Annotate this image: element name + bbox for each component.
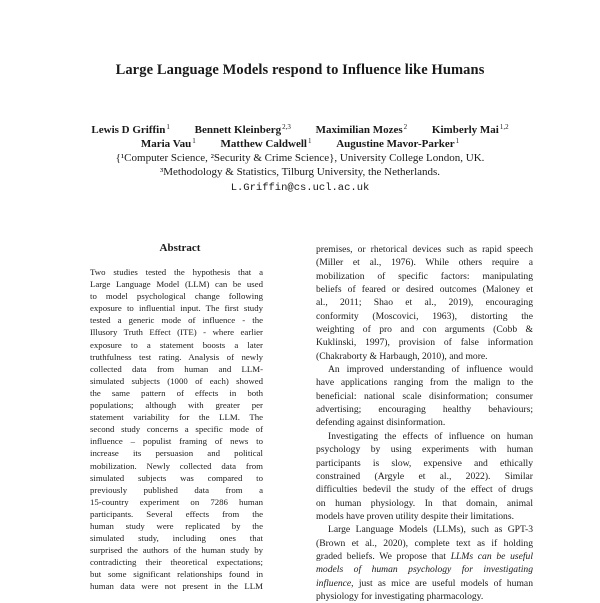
abstract-line: mobilization. Newly collected data from [90, 460, 263, 471]
abstract-line: exposure to a statement boosts a later [90, 339, 263, 350]
body-line: participants is slow, expensive and ethically [316, 457, 533, 469]
abstract-line: 15-country experiment on 7286 human [90, 496, 263, 507]
body-line: premises, or rhetorical devices such as rapid speech [316, 244, 533, 255]
body-line: advertising; encouraging healthy behaviours; [316, 404, 533, 416]
body-text-column [316, 243, 533, 603]
abstract-line: increase its persuasion and political [90, 448, 263, 459]
affiliation-1: {¹Computer Science, ²Security & Crime Science}, University College London, UK. [115, 152, 485, 164]
body-line: weighting of pro and con arguments (Cobb & [316, 324, 533, 336]
abstract-line: exposure to influential input. The first study [90, 303, 263, 314]
body-line: influence, just as mice are useful models of human [316, 577, 533, 589]
abstract-line: Large Language Model (LLM) can be used [90, 279, 263, 290]
author: Kimberly Mai$^{1,2}$ [431, 123, 509, 136]
body-line: Kuklinski, 1997), provision of false information [316, 337, 533, 349]
author-list-line-2 [0, 137, 600, 150]
paper-title: Large Language Models respond to Influence like Humans [115, 62, 485, 78]
author: Augustine Mavor-Parker$^1$ [336, 137, 460, 150]
body-line: al., 2011; Shao et al., 2019), encouraging [316, 297, 533, 309]
body-line: psychology by using experiments with human [316, 444, 533, 456]
abstract-line: contradicting their theoretical expectations; [90, 557, 263, 568]
body-line: Investigating the effects of influence on human [328, 430, 533, 442]
abstract-line: tested a generic mode of influence - the [90, 315, 263, 326]
abstract-line: surprised the authors of the human study by [90, 545, 263, 556]
contact-email[interactable]: L.Griffin@cs.ucl.ac.uk [230, 182, 370, 194]
abstract-line: populations; although with greater per [90, 400, 263, 411]
body-line: physiology for investigating pharmacology. [316, 590, 484, 602]
body-line: have applications ranging from the malign to the [316, 377, 533, 389]
author: Matthew Caldwell$^1$ [220, 137, 312, 150]
body-line: constrained (Argyle et al., 2022). Similar [316, 470, 533, 482]
abstract-line: Two studies tested the hypothesis that a [90, 267, 263, 277]
body-line: An improved understanding of influence would [328, 364, 533, 376]
abstract-line: truthfulness test rating. Analysis of newly [90, 351, 263, 362]
abstract-line: but some significant relationships found in [90, 569, 263, 580]
abstract-line: simulated subjects (1000 of each) showed [90, 375, 263, 386]
emphasis: LLMs can be useful [450, 550, 533, 562]
abstract-line: human study were replicated by the [90, 520, 263, 531]
abstract-line: previously published data from a [90, 484, 263, 495]
body-line: (Miller et al., 1976). While others require a [316, 257, 533, 269]
body-line: (Chakraborty & Harbaugh, 2010), and more. [316, 350, 488, 362]
body-line: (Brown et al., 2020), complete text as if holding [316, 537, 533, 549]
abstract-line: influence – populist framing of news to [90, 436, 263, 447]
abstract-line: to model psychological change following [90, 291, 263, 302]
body-line: defending against disinformation. [316, 417, 446, 429]
author: Maximilian Mozes$^2$ [315, 123, 408, 136]
body-line: graded beliefs. We propose that LLMs can be useful [316, 550, 533, 562]
body-line: conformity (Moscovici, 1963), distorting the [316, 310, 533, 322]
body-line: on human physiology. In that domain, animal [316, 497, 533, 509]
body-paragraph [316, 523, 533, 603]
abstract-line: human data were not present in the LLM [90, 581, 263, 592]
author: Maria Vau$^1$ [140, 137, 196, 150]
abstract-line: simulated study, including ones that [90, 533, 263, 544]
body-line [316, 563, 533, 576]
affiliation-2: ³Methodology & Statistics, Tilburg University, the Netherlands. [159, 166, 441, 178]
abstract-line: participants. Several effects from the [90, 508, 263, 519]
body-line: beneficial: national scale disinformation; consumer [316, 390, 533, 402]
author-list-line-1 [0, 123, 600, 136]
author: Lewis D Griffin$^1$ [91, 123, 170, 136]
author: Bennett Kleinberg$^{2,3}$ [194, 123, 291, 136]
emphasis: influence, [316, 577, 354, 589]
body-line: mobilization of specific factors: manipulating [316, 270, 533, 282]
body-line: beliefs of feared or desired outcomes (Maloney et [316, 284, 533, 296]
abstract-line: Illusory Truth Effect (ITE) - where earlier [90, 327, 263, 338]
body-line: Large Language Models (LLMs), such as GPT-3 [328, 524, 533, 536]
body-paragraph [316, 363, 533, 430]
abstract-line: the same pattern of effects in both [90, 387, 263, 398]
body-paragraph [316, 243, 533, 363]
abstract-heading: Abstract [159, 242, 201, 254]
abstract-body [90, 266, 263, 593]
abstract-line: second study concerns a specific mode of [90, 424, 263, 435]
abstract-line: simulated subjects was compared to [90, 472, 263, 483]
abstract-line: statement variability for the LLM. The [90, 412, 263, 423]
abstract-line: collected data from human and LLM- [90, 363, 263, 374]
body-line: difficulties bedevil the study of the effect of drugs [316, 484, 533, 496]
emphasis: models of human psychology for investigating [316, 564, 533, 576]
body-paragraph [316, 430, 533, 523]
body-line: models have proven utility despite their limitations. [316, 510, 514, 522]
